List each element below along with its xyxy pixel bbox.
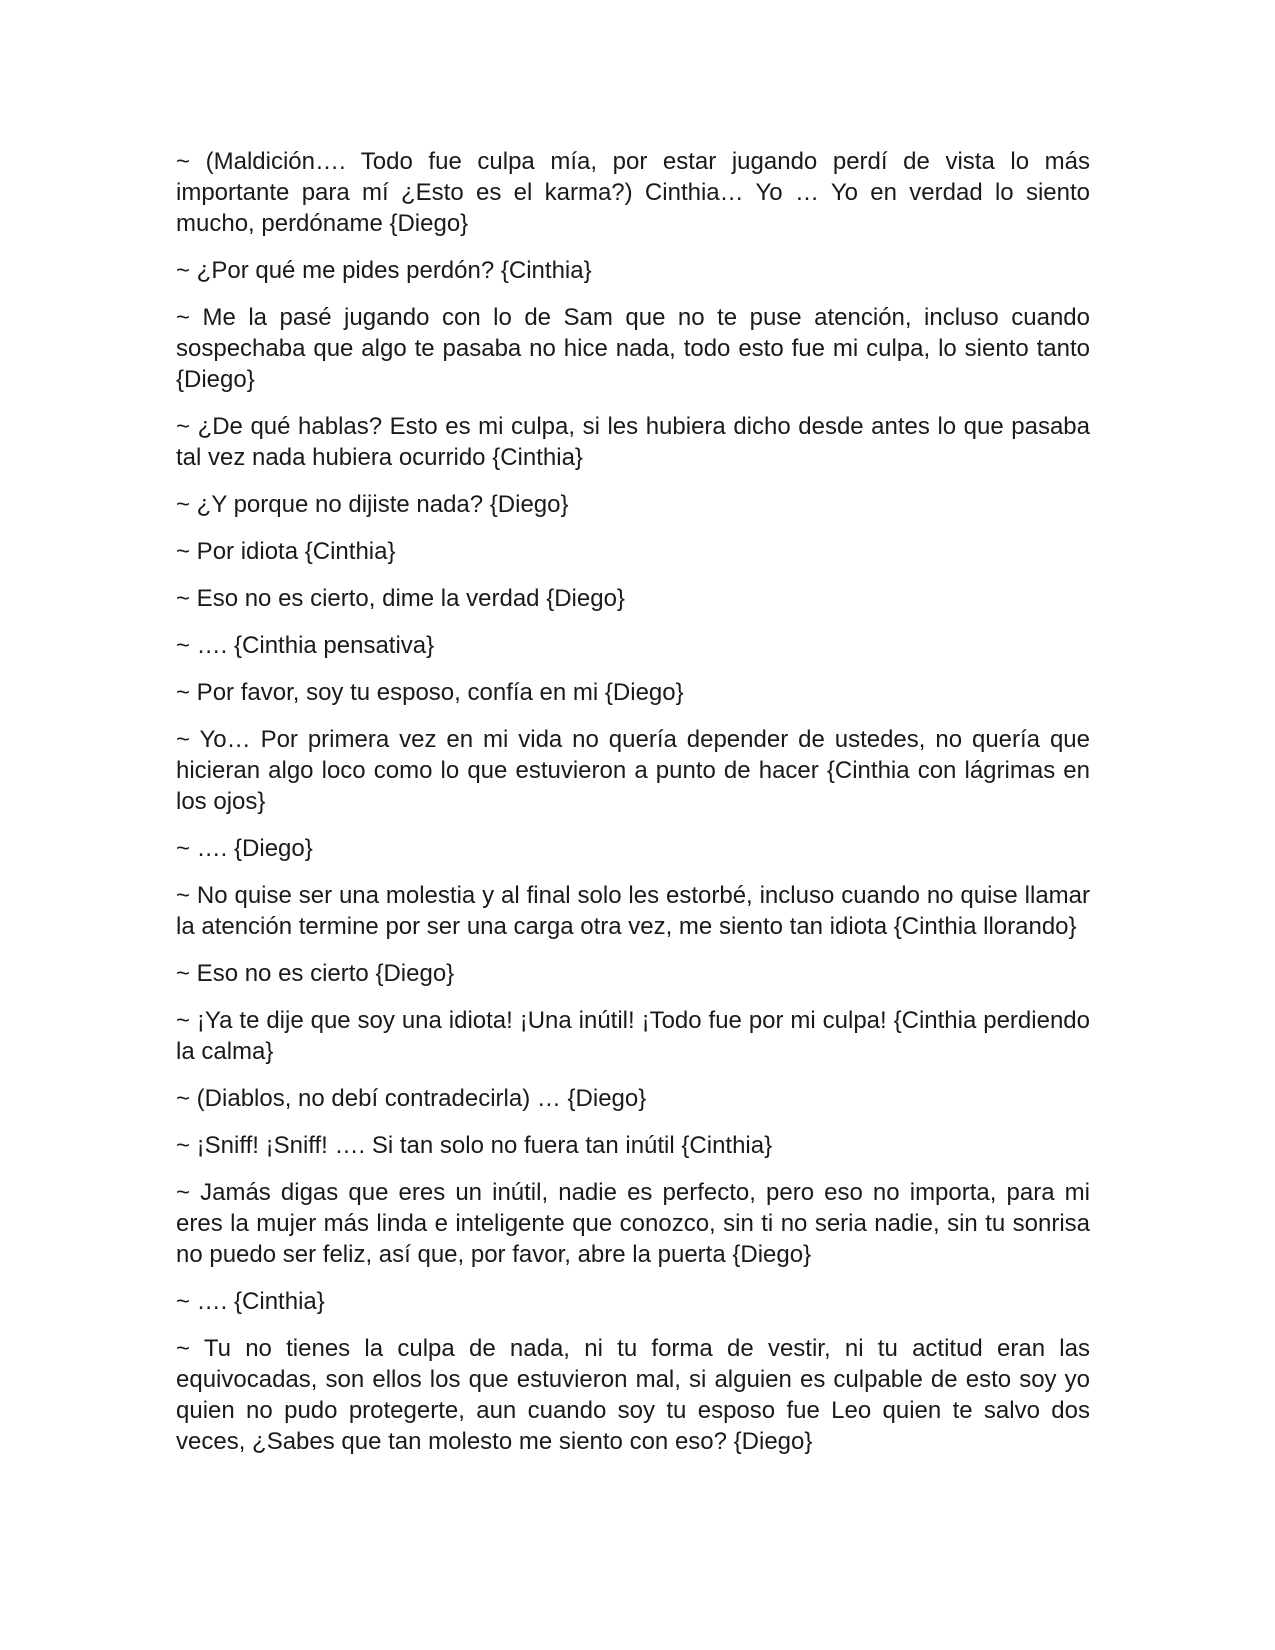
paragraph-17: ~ Jamás digas que eres un inútil, nadie es perfecto, pero eso no importa, para mi eres la mujer más linda e inteligente que conozco, sin ti no seria nadie, sin tu sonrisa no puedo ser feliz, así que, por favor, abre la puerta {Diego}: [176, 1179, 1090, 1268]
paragraph-18: ~ …. {Cinthia}: [176, 1288, 325, 1315]
paragraph-13: ~ Eso no es cierto {Diego}: [176, 960, 455, 987]
paragraph-11: ~ …. {Diego}: [176, 835, 313, 862]
paragraph-12: ~ No quise ser una molestia y al final solo les estorbé, incluso cuando no quise llamar la atención termine por ser una carga otra vez, me siento tan idiota {Cinthia llorando}: [176, 882, 1090, 940]
paragraph-4: ~ ¿De qué hablas? Esto es mi culpa, si les hubiera dicho desde antes lo que pasaba tal vez nada hubiera ocurrido {Cinthia}: [176, 413, 1090, 471]
paragraph-14: ~ ¡Ya te dije que soy una idiota! ¡Una inútil! ¡Todo fue por mi culpa! {Cinthia perdiendo la calma}: [176, 1007, 1090, 1065]
paragraph-6: ~ Por idiota {Cinthia}: [176, 538, 396, 565]
paragraph-19: ~ Tu no tienes la culpa de nada, ni tu forma de vestir, ni tu actitud eran las equivocadas, son ellos los que estuvieron mal, si alguien es culpable de esto soy yo quien no pudo protegerte, aun cuando soy tu esposo fue Leo quien te salvo dos veces, ¿Sabes que tan molesto me siento con eso? {Diego}: [176, 1335, 1090, 1455]
paragraph-10: ~ Yo… Por primera vez en mi vida no quería depender de ustedes, no quería que hicieran algo loco como lo que estuvieron a punto de hacer {Cinthia con lágrimas en los ojos}: [176, 726, 1090, 815]
paragraph-7: ~ Eso no es cierto, dime la verdad {Diego}: [176, 585, 625, 612]
paragraph-8: ~ …. {Cinthia pensativa}: [176, 632, 435, 659]
paragraph-9: ~ Por favor, soy tu esposo, confía en mi {Diego}: [176, 679, 684, 706]
paragraph-5: ~ ¿Y porque no dijiste nada? {Diego}: [176, 491, 569, 518]
paragraph-16: ~ ¡Sniff! ¡Sniff! …. Si tan solo no fuera tan inútil {Cinthia}: [176, 1132, 773, 1159]
document-page: [176, 146, 1090, 1473]
paragraph-1: ~ (Maldición…. Todo fue culpa mía, por estar jugando perdí de vista lo más importante para mí ¿Esto es el karma?) Cinthia… Yo … Yo en verdad lo siento mucho, perdóname {Diego}: [176, 148, 1090, 237]
paragraph-3: ~ Me la pasé jugando con lo de Sam que no te puse atención, incluso cuando sospechaba que algo te pasaba no hice nada, todo esto fue mi culpa, lo siento tanto {Diego}: [176, 304, 1090, 393]
paragraph-15: ~ (Diablos, no debí contradecirla) … {Diego}: [176, 1085, 647, 1112]
paragraph-2: ~ ¿Por qué me pides perdón? {Cinthia}: [176, 257, 592, 284]
